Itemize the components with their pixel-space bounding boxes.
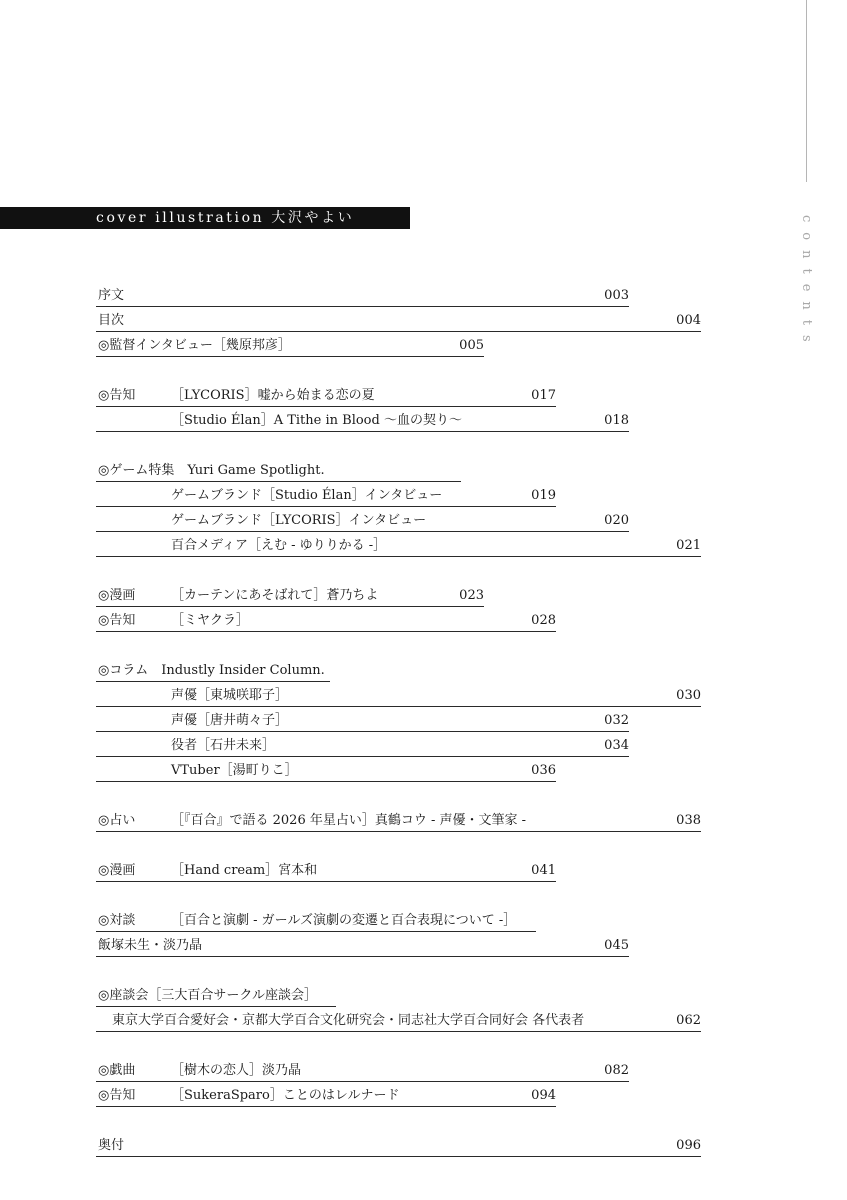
toc-page-number: 032: [604, 713, 629, 728]
toc-page-number: 045: [604, 938, 629, 953]
toc-page-number: 094: [531, 1088, 556, 1103]
toc-page-number: 003: [604, 288, 629, 303]
toc-category: ◎漫画: [98, 588, 136, 603]
toc-page-number: 034: [604, 738, 629, 753]
toc-row: [96, 388, 556, 407]
toc-title: 役者［石井未来］: [171, 738, 276, 753]
toc-title: ［樹木の恋人］淡乃晶: [171, 1063, 302, 1078]
toc-section-heading: ◎座談会［三大百合サークル座談会］: [98, 988, 317, 1003]
toc-page-number: 020: [604, 513, 629, 528]
toc-title: ［『百合』で語る 2026 年星占い］真鶴コウ - 声優・文筆家 -: [171, 813, 527, 828]
toc-category: ◎告知: [98, 1088, 136, 1103]
toc-category: ◎戯曲: [98, 1063, 136, 1078]
toc-row: [96, 338, 484, 357]
toc-title: ［LYCORIS］嘘から始まる恋の夏: [171, 388, 375, 403]
toc-page-number: 023: [459, 588, 484, 603]
toc-title: VTuber［湯町りこ］: [171, 763, 298, 778]
toc-title: ［ミヤクラ］: [171, 613, 250, 628]
toc-title: ［Hand cream］宮本和: [171, 863, 318, 878]
toc-row: [96, 1138, 701, 1157]
toc-row: [96, 488, 556, 507]
toc-page-number: 096: [676, 1138, 701, 1153]
toc-title: 飯塚未生・淡乃晶: [98, 938, 203, 953]
toc-row: [96, 513, 629, 532]
cover-credit: cover illustration 大沢やよい: [0, 207, 410, 229]
toc-row: [96, 288, 629, 307]
toc-page-number: 021: [676, 538, 701, 553]
toc-title: 目次: [98, 313, 125, 328]
toc-title: ［SukeraSparo］ことのはレルナード: [171, 1088, 400, 1103]
toc-title: ゲームブランド［Studio Élan］インタビュー: [171, 488, 443, 503]
toc-page-number: 036: [531, 763, 556, 778]
toc-category: ◎告知: [98, 388, 136, 403]
toc-title: 東京大学百合愛好会・京都大学百合文化研究会・同志社大学百合同好会 各代表者: [112, 1013, 585, 1028]
toc-row: [96, 1013, 701, 1032]
toc-row: [96, 688, 701, 707]
toc-page-number: 030: [676, 688, 701, 703]
toc-row: [96, 1063, 629, 1082]
toc-row: [96, 613, 556, 632]
toc-title: ゲームブランド［LYCORIS］インタビュー: [171, 513, 427, 528]
toc-page-number: 028: [531, 613, 556, 628]
toc-page-number: 038: [676, 813, 701, 828]
toc-row: [96, 1088, 556, 1107]
toc-category: ◎告知: [98, 613, 136, 628]
toc-row: [96, 663, 330, 682]
toc-title: ［Studio Élan］A Tithe in Blood 〜血の契り〜: [171, 413, 462, 428]
toc-title: 序文: [98, 288, 125, 303]
toc-page-number: 017: [531, 388, 556, 403]
toc-category: ◎対談: [98, 913, 136, 928]
toc-row: [96, 938, 629, 957]
toc-title: 声優［唐井萌々子］: [171, 713, 289, 728]
toc-page-number: 005: [459, 338, 484, 353]
toc-row: [96, 913, 536, 932]
toc-row: [96, 413, 629, 432]
toc-row: [96, 763, 556, 782]
toc-title: 百合メディア［えむ - ゆりりかる -］: [171, 538, 387, 553]
toc-title: 奥付: [98, 1138, 125, 1153]
toc-row: [96, 463, 461, 482]
toc-row: [96, 713, 629, 732]
toc-page-number: 004: [676, 313, 701, 328]
contents-label: contents: [799, 215, 814, 352]
side-rule: [806, 0, 807, 182]
toc-page-number: 062: [676, 1013, 701, 1028]
toc-page-number: 018: [604, 413, 629, 428]
toc-row: [96, 813, 701, 832]
toc-title: 声優［東城咲耶子］: [171, 688, 289, 703]
toc-row: [96, 863, 556, 882]
toc-page-number: 041: [531, 863, 556, 878]
toc-title: ◎監督インタビュー［幾原邦彦］: [98, 338, 291, 353]
toc-row: [96, 738, 629, 757]
toc-title: ［百合と演劇 - ガールズ演劇の変遷と百合表現について -］: [171, 913, 517, 928]
toc-row: [96, 588, 484, 607]
toc-category: ◎漫画: [98, 863, 136, 878]
toc-category: ◎占い: [98, 813, 136, 828]
toc-page-number: 082: [604, 1063, 629, 1078]
toc-section-heading: ◎ゲーム特集 Yuri Game Spotlight.: [98, 463, 325, 478]
toc-title: ［カーテンにあそばれて］蒼乃ちよ: [171, 588, 379, 603]
toc-page-number: 019: [531, 488, 556, 503]
toc-row: [96, 538, 701, 557]
toc-row: [96, 988, 336, 1007]
toc-row: [96, 313, 701, 332]
toc-section-heading: ◎コラム Industly Insider Column.: [98, 663, 325, 678]
